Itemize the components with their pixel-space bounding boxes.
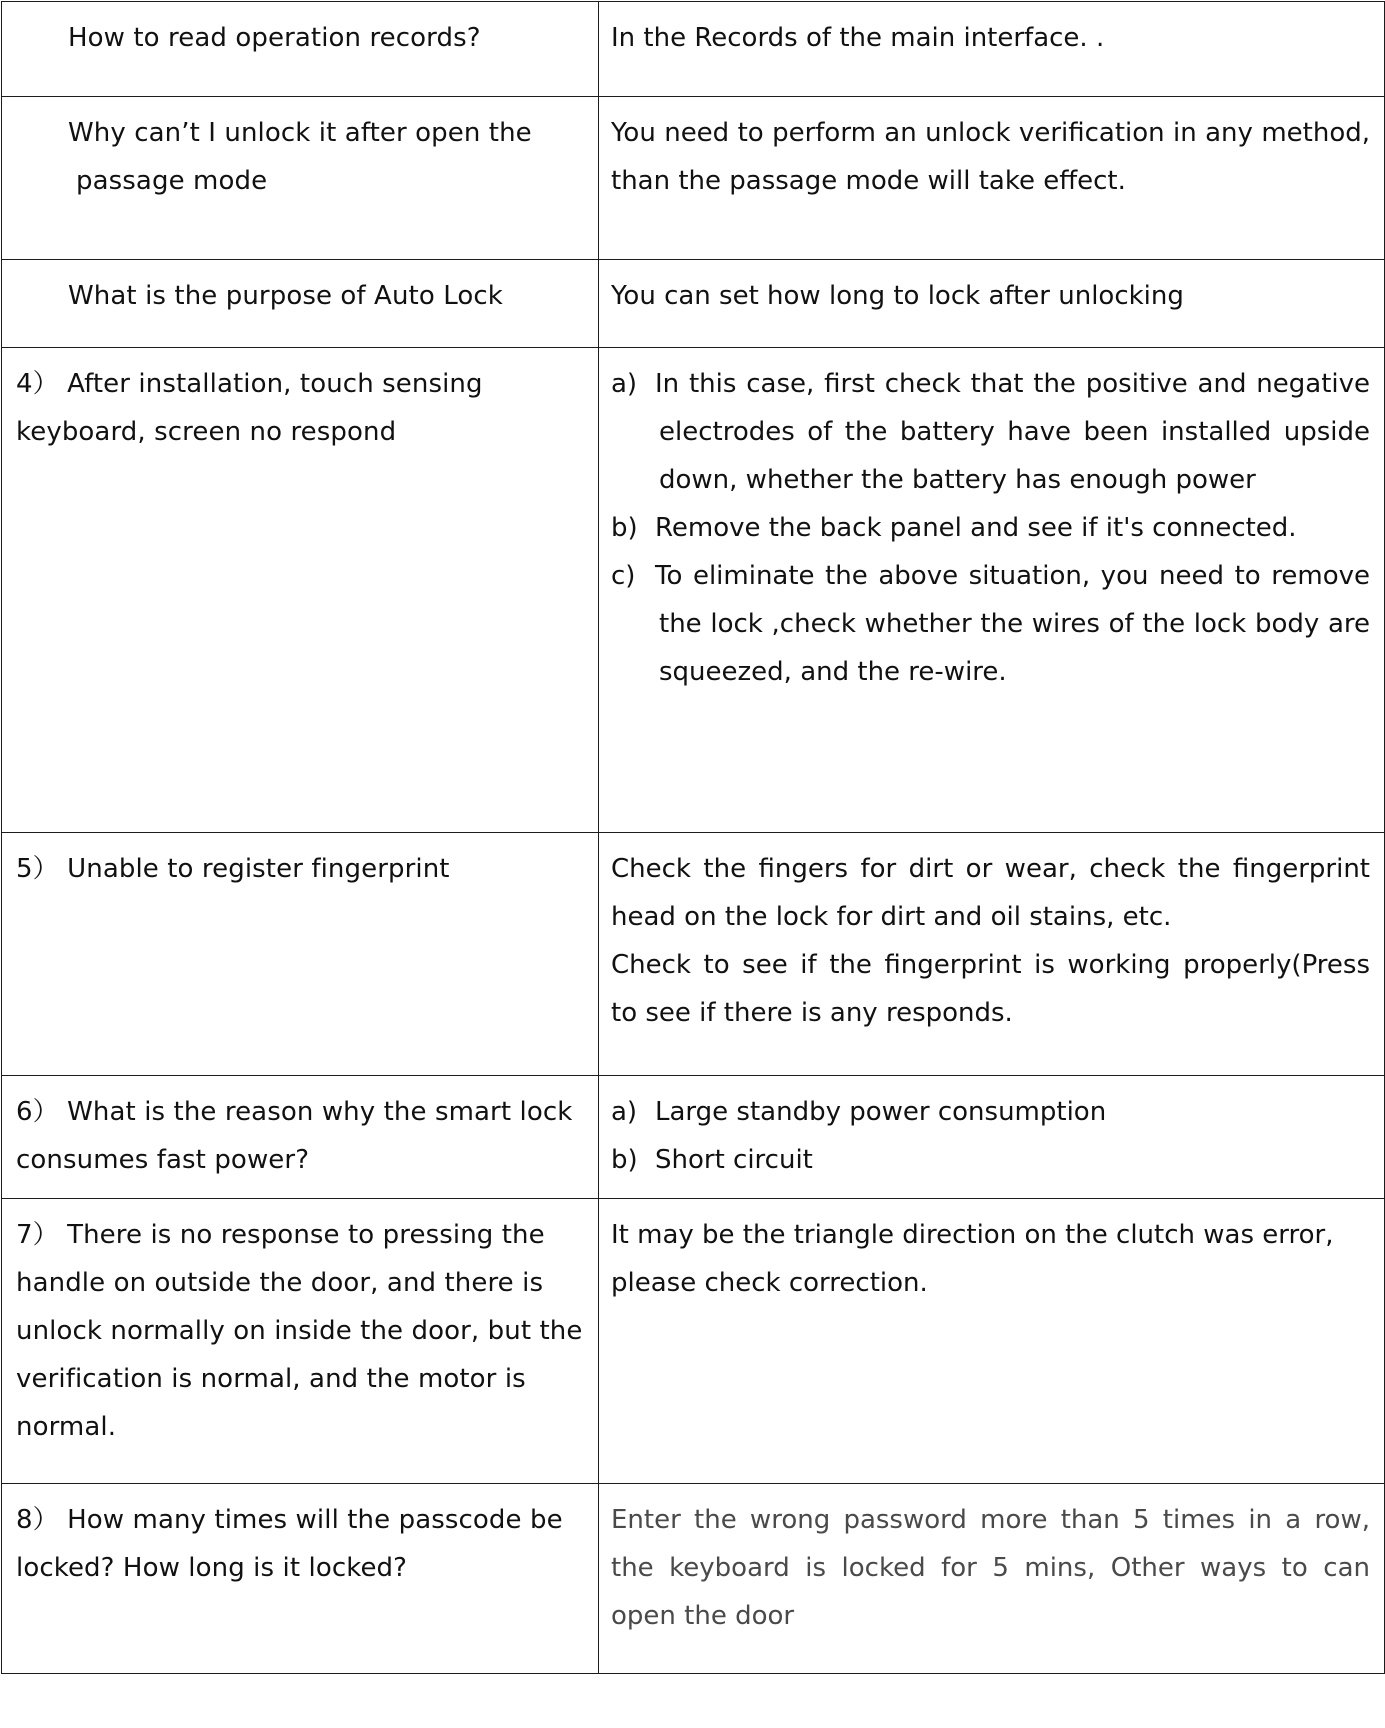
list-text-b: Short circuit (655, 1145, 813, 1175)
list-marker-b: b) (611, 513, 638, 543)
list-item (611, 360, 1370, 504)
answer-cell-1 (599, 2, 1385, 97)
question-marker-5: 5） (16, 854, 59, 884)
question-7 (16, 1211, 591, 1451)
question-1 (16, 14, 584, 62)
question-6 (16, 1088, 584, 1184)
answer-cell-5 (599, 833, 1385, 1076)
question-marker-3 (16, 272, 68, 320)
table-row (2, 1199, 1385, 1484)
table-row (2, 1076, 1385, 1199)
question-text-1: How to read operation records? (68, 23, 481, 53)
table-row (2, 2, 1385, 97)
question-cell-4 (2, 348, 599, 833)
question-text-7: There is no response to pressing the handle on outside the door, and there is unlock normally on inside the door, but the verification is normal, and the motor is normal. (16, 1220, 591, 1442)
list-item (611, 504, 1370, 552)
list-marker-a: a) (611, 369, 638, 399)
question-2 (16, 109, 584, 205)
list-marker-c: c) (611, 561, 636, 591)
list-text-b: Remove the back panel and see if it's connected. (655, 513, 1297, 543)
table-row (2, 97, 1385, 260)
list-item (611, 1088, 1370, 1136)
question-5 (16, 845, 584, 893)
answer-2-p1: You need to perform an unlock verification in any method, than the passage mode will take effect. (611, 118, 1370, 196)
question-cell-3 (2, 260, 599, 348)
answer-6-list (611, 1088, 1370, 1184)
list-marker-b: b) (611, 1145, 638, 1175)
list-item (611, 552, 1370, 696)
answer-5-p2: Check to see if the fingerprint is working properly(Press to see if there is any responds. (611, 950, 1370, 1028)
table-row (2, 260, 1385, 348)
faq-table (1, 1, 1385, 1674)
question-cell-1 (2, 2, 599, 97)
question-marker-6: 6） (16, 1097, 59, 1127)
question-marker-8: 8） (16, 1505, 59, 1535)
list-item (611, 1136, 1370, 1184)
table-row (2, 833, 1385, 1076)
answer-cell-4 (599, 348, 1385, 833)
answer-cell-3 (599, 260, 1385, 348)
question-8 (16, 1496, 584, 1592)
question-cell-2 (2, 97, 599, 260)
question-text-2: Why can’t I unlock it after open the passage mode (68, 118, 541, 196)
question-cell-5 (2, 833, 599, 1076)
question-text-5: Unable to register fingerprint (67, 854, 450, 884)
answer-cell-6 (599, 1076, 1385, 1199)
question-3 (16, 272, 584, 320)
list-text-a: In this case, first check that the positive and negative electrodes of the battery have been installed upside down, whether the battery has enough power (655, 369, 1370, 495)
question-marker-1 (16, 14, 68, 62)
answer-5-p1: Check the fingers for dirt or wear, check the fingerprint head on the lock for dirt and oil stains, etc. (611, 854, 1370, 932)
question-text-6: What is the reason why the smart lock consumes fast power? (16, 1097, 581, 1175)
question-marker-2 (16, 109, 68, 157)
question-text-8: How many times will the passcode be locked? How long is it locked? (16, 1505, 572, 1583)
table-row (2, 1484, 1385, 1674)
question-marker-7: 7） (16, 1220, 59, 1250)
question-cell-8 (2, 1484, 599, 1674)
question-4 (16, 360, 584, 456)
answer-cell-7 (599, 1199, 1385, 1484)
answer-8-p1: Enter the wrong password more than 5 times in a row, the keyboard is locked for 5 mins, Other ways to can open the door (611, 1505, 1370, 1631)
answer-3-p1: You can set how long to lock after unlocking (611, 281, 1184, 311)
answer-1-p1: In the Records of the main interface. . (611, 23, 1105, 53)
list-text-a: Large standby power consumption (655, 1097, 1107, 1127)
question-cell-6 (2, 1076, 599, 1199)
answer-7-p1: It may be the triangle direction on the clutch was error, please check correction. (611, 1220, 1334, 1298)
question-cell-7 (2, 1199, 599, 1484)
answer-cell-8 (599, 1484, 1385, 1674)
question-text-4: After installation, touch sensing keyboard, screen no respond (16, 369, 491, 447)
list-text-c: To eliminate the above situation, you need to remove the lock ,check whether the wires of the lock body are squeezed, and the re-wire. (655, 561, 1370, 687)
question-text-3: What is the purpose of Auto Lock (68, 281, 503, 311)
question-marker-4: 4） (16, 369, 59, 399)
table-row (2, 348, 1385, 833)
answer-4-list (611, 360, 1370, 696)
answer-cell-2 (599, 97, 1385, 260)
list-marker-a: a) (611, 1097, 638, 1127)
